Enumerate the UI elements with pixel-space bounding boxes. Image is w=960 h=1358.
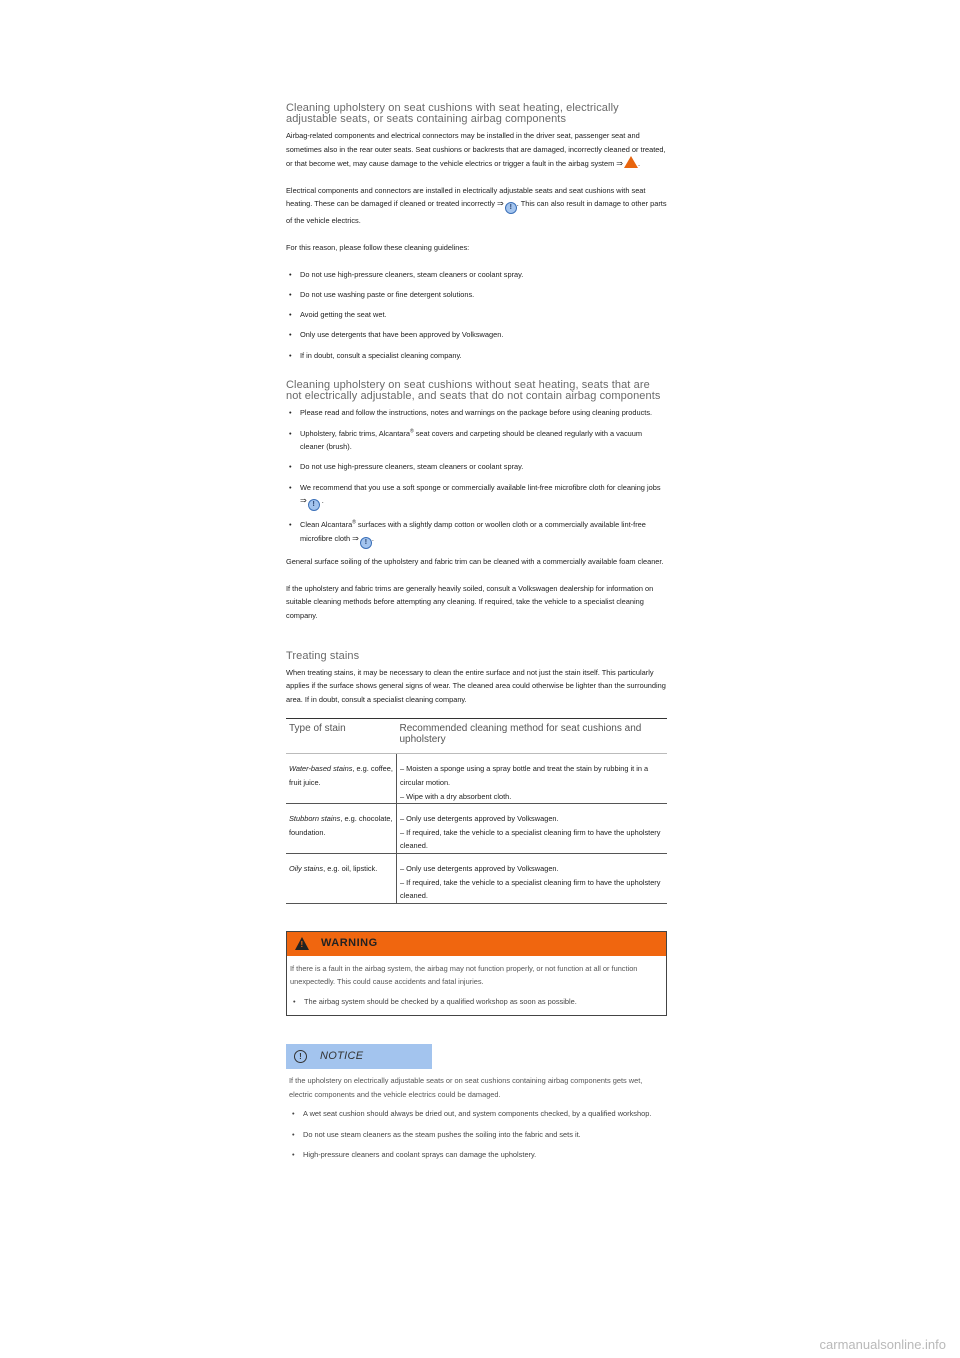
warning-header bbox=[287, 932, 666, 956]
electrical-components-paragraph: Electrical components and connectors are installed in electrically adjustable seats and seat cushions with seat heating. These can be damaged if cleaned or treated incorrectly ⇒ ! . This can also result in damage to other parts of the vehicle electrics. bbox=[286, 185, 667, 226]
notice-body bbox=[286, 1069, 667, 1161]
list-item: • Upholstery, fabric trims, Alcantara® seat covers and carpeting should be cleaned regularly with a vacuum cleaner (brush). bbox=[286, 427, 667, 454]
warning-triangle-icon bbox=[624, 156, 638, 168]
list-item: • The airbag system should be checked by a qualified workshop as soon as possible. bbox=[290, 995, 663, 1009]
table-row: Stubborn stains, e.g. chocolate, foundation. – Only use detergents approved by Volkswagen. – If required, take the vehicle to a specialist cleaning firm to have the upholstery cleaned. bbox=[286, 804, 667, 854]
notice-title: NOTICE bbox=[320, 1050, 364, 1063]
standard-seats-list bbox=[286, 406, 667, 548]
list-item: • Do not use high-pressure cleaners, steam cleaners or coolant spray. bbox=[286, 460, 667, 474]
warning-triangle-icon bbox=[295, 937, 309, 950]
table-header-type: Type of stain bbox=[286, 719, 397, 754]
foam-cleaner-paragraph: General surface soiling of the upholstery and fabric trim can be cleaned with a commercially available foam cleaner. bbox=[286, 557, 664, 567]
notice-header bbox=[286, 1044, 432, 1069]
list-item: • Avoid getting the seat wet. bbox=[286, 308, 667, 322]
notice-icon: ! bbox=[360, 537, 372, 549]
list-item: • If in doubt, consult a specialist cleaning company. bbox=[286, 349, 667, 363]
notice-text: If the upholstery on electrically adjustable seats or on seat cushions containing airbag components gets wet, electric components and the vehicle electrics could be damaged. bbox=[289, 1076, 643, 1099]
list-item: • We recommend that you use a soft sponge or commercially available lint-free microfibre cloth for cleaning jobs ⇒ ! . bbox=[286, 481, 667, 512]
guidelines-intro: For this reason, please follow these cleaning guidelines: bbox=[286, 242, 470, 252]
section-heading-heated-seats: Cleaning upholstery on seat cushions with seat heating, electrically adjustable seats, or seats containing airbag components bbox=[286, 102, 619, 125]
warning-box bbox=[286, 931, 667, 1016]
stains-paragraph: When treating stains, it may be necessary to clean the entire surface and not just the stain itself. This particularly applies if the surface shows general signs of wear. The cleaned area could otherwise be lighter than the surrounding area. If in doubt, consult a specialist cleaning company. bbox=[286, 667, 666, 704]
warning-text: If there is a fault in the airbag system, the airbag may not function properly, or not function at all or function unexpectedly. This could cause accidents and fatal injuries. bbox=[290, 963, 638, 987]
airbag-components-paragraph: Airbag-related components and electrical connectors may be installed in the driver seat, passenger seat and sometimes also in the rear outer seats. Seat cushions or backrests that are damaged, incorrectly cleaned or treated, or that become wet, may cause damage to the vehicle electrics or trigger a fault in the airbag system ⇒ . bbox=[286, 131, 666, 169]
warning-title: WARNING bbox=[321, 936, 378, 949]
list-item: • High-pressure cleaners and coolant sprays can damage the upholstery. bbox=[289, 1148, 664, 1162]
notice-icon: ! bbox=[308, 499, 320, 511]
guidelines-list bbox=[286, 268, 667, 363]
heavily-soiled-paragraph: If the upholstery and fabric trims are generally heavily soiled, consult a Volkswagen dealership for information on suitable cleaning methods before attempting any cleaning. If required, take the vehicle to a specialist cleaning company. bbox=[286, 583, 654, 621]
list-item: • Do not use steam cleaners as the steam pushes the soiling into the fabric and sets it. bbox=[289, 1128, 664, 1142]
list-item: • Clean Alcantara® surfaces with a slightly damp cotton or woollen cloth or a commercially available lint-free microfibre cloth ⇒ ! . bbox=[286, 518, 667, 549]
notice-icon: ! bbox=[505, 202, 517, 214]
table-row: Oily stains, e.g. oil, lipstick. – Only use detergents approved by Volkswagen. – If required, take the vehicle to a specialist cleaning firm to have the upholstery cleaned. bbox=[286, 854, 667, 904]
stain-table bbox=[286, 718, 667, 903]
list-item: • Only use detergents that have been approved by Volkswagen. bbox=[286, 328, 667, 342]
table-header-method: Recommended cleaning method for seat cushions and upholstery bbox=[397, 719, 668, 754]
list-item: • Do not use washing paste or fine detergent solutions. bbox=[286, 288, 667, 302]
table-row: Water-based stains, e.g. coffee, fruit juice. – Moisten a sponge using a spray bottle and treat the stain by rubbing it in a circular motion. – Wipe with a dry absorbent cloth. bbox=[286, 754, 667, 804]
manual-page bbox=[286, 103, 667, 1168]
section-heading-stains: Treating stains bbox=[286, 649, 360, 662]
list-item: • A wet seat cushion should always be dried out, and system components checked, by a qualified workshop. bbox=[289, 1107, 664, 1121]
site-watermark: carmanualsonline.info bbox=[819, 1337, 946, 1352]
list-item: • Please read and follow the instructions, notes and warnings on the package before using cleaning products. bbox=[286, 406, 667, 420]
section-heading-standard-seats: Cleaning upholstery on seat cushions without seat heating, seats that are not electrically adjustable, and seats that do not contain airbag components bbox=[286, 379, 661, 403]
list-item: • Do not use high-pressure cleaners, steam cleaners or coolant spray. bbox=[286, 268, 667, 282]
notice-icon: ! bbox=[294, 1050, 307, 1063]
